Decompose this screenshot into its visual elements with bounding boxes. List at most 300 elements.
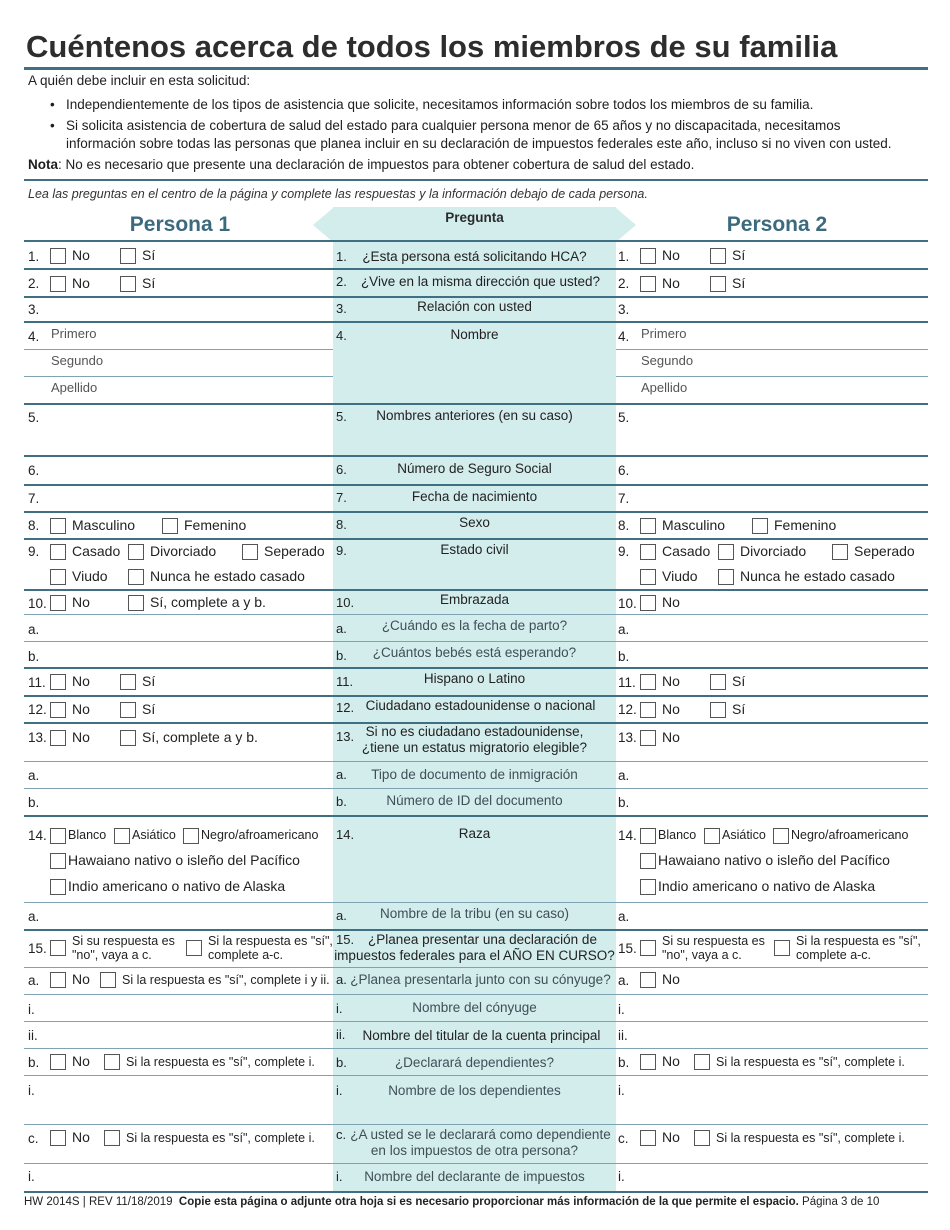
p2-q11-yes-label: Sí [732,673,746,689]
p2-q15c-no-label: No [662,1129,680,1145]
row-divider [24,349,333,350]
row-divider [616,929,928,931]
row-divider [24,1075,333,1076]
p1-q13-yes-checkbox[interactable] [120,730,136,746]
p1-white-label: Blanco [68,828,107,842]
row-number: 4. [618,329,630,344]
question-number: 1. [336,249,347,264]
row-number: 14. [28,828,47,843]
row-divider [333,641,616,642]
row-divider [616,511,928,513]
row-divider [333,1021,616,1022]
question-number: 4. [336,328,347,343]
p1-male-checkbox[interactable] [50,518,66,534]
question-7: Fecha de nacimiento [411,489,538,504]
question-number: i. [336,1169,343,1184]
question-number: a. [336,767,347,782]
question-number: 2. [336,274,347,289]
p2-q12-no-checkbox[interactable] [640,702,656,718]
p1-white-checkbox[interactable] [50,828,66,844]
p1-q2-yes-label: Sí [142,275,156,291]
p1-q12-no-checkbox[interactable] [50,702,66,718]
row-number: 15. [28,941,47,956]
p1-q15-yes-label-line2: complete a-c. [208,948,284,962]
form-id: HW 2014S | REV 11/18/2019 [24,1196,173,1208]
p1-divorced-label: Divorciado [150,543,217,559]
p2-q15-no-checkbox[interactable] [640,940,656,956]
p1-q15a-yes-checkbox[interactable] [100,972,116,988]
row-divider [24,484,333,486]
row-divider [616,1124,928,1125]
row-divider [24,695,333,697]
bullet-item: • Independientemente de los tipos de asistencia que solicite, necesitamos información sobre todos los miembros de su familia. [50,97,814,112]
row-divider [24,403,333,405]
p2-q15c-no-checkbox[interactable] [640,1130,656,1146]
row-divider [24,929,333,931]
p2-male-label: Masculino [662,517,726,533]
bullet-item-continuation: información sobre todas las personas que planea incluir en su declaración de impuestos federales este año, incluso si no viven con usted. [66,136,892,151]
row-number: 8. [28,518,40,533]
intro-bullets [50,96,936,156]
row-divider [333,1163,616,1164]
p1-q1-yes-checkbox[interactable] [120,248,136,264]
row-divider [24,815,333,817]
footer [24,1196,928,1208]
p1-q15-no-label-line2: "no", vaya a c. [72,948,152,962]
p1-q11-yes-checkbox[interactable] [120,674,136,690]
row-divider [24,761,333,762]
row-number: 9. [618,544,630,559]
row-number: 7. [28,491,40,506]
row-divider [616,349,928,350]
row-divider [333,815,616,817]
instructions: Lea las preguntas en el centro de la página y complete las respuestas y la información debajo de cada persona. [28,187,648,201]
page-title: Cuéntenos acerca de todos los miembros de su familia [26,29,838,64]
row-divider [616,761,928,762]
row-number: 12. [28,702,47,717]
question-4: Nombre [450,327,499,342]
p1-q2-yes-checkbox[interactable] [120,276,136,292]
p1-q15a-yes-label: Si la respuesta es "sí", complete i y ii. [122,973,330,987]
row-divider [616,240,928,242]
p1-q13-no-checkbox[interactable] [50,730,66,746]
p2-last-name-label: Apellido [641,380,688,395]
question-number: i. [336,1001,343,1016]
p1-native-american-checkbox[interactable] [50,879,66,895]
p1-q1-no-label: No [72,247,90,263]
p1-q10-no-label: No [72,594,90,610]
row-letter: i. [618,1169,625,1184]
row-divider [616,994,928,995]
p2-q1-yes-checkbox[interactable] [710,248,726,264]
p2-married-label: Casado [662,543,711,559]
row-divider [24,538,333,540]
p1-asian-checkbox[interactable] [114,828,130,844]
p1-female-label: Femenino [184,517,247,533]
question-13-line1: Si no es ciudadano estadounidense, [365,724,584,739]
row-number: 5. [618,410,630,425]
p1-black-checkbox[interactable] [183,828,199,844]
question-number: 14. [336,827,355,842]
p1-never-married-label: Nunca he estado casado [150,568,305,584]
p1-q10-no-checkbox[interactable] [50,595,66,611]
p2-never-married-checkbox[interactable] [718,569,734,585]
row-divider [616,403,928,405]
row-letter: c. [618,1131,629,1146]
p2-q2-no-label: No [662,275,680,291]
question-number: ii. [336,1027,346,1042]
p2-q12-yes-checkbox[interactable] [710,702,726,718]
p2-q2-yes-checkbox[interactable] [710,276,726,292]
row-divider [616,1075,928,1076]
p1-middle-name-label: Segundo [51,353,104,368]
question-15a-i: Nombre del cónyuge [412,1000,537,1015]
p2-male-checkbox[interactable] [640,518,656,534]
p2-q15b-no-label: No [662,1053,680,1069]
p1-divorced-checkbox[interactable] [128,544,144,560]
row-letter: a. [618,768,630,783]
p1-female-checkbox[interactable] [162,518,178,534]
question-number: b. [336,794,347,809]
question-14: Raza [458,826,491,841]
p2-q15-no-label-line1: Si su respuesta es [662,934,765,948]
p2-q15a-no-checkbox[interactable] [640,972,656,988]
p1-q12-no-label: No [72,701,90,717]
row-divider [24,1163,333,1164]
row-divider [616,268,928,270]
row-divider [24,268,333,270]
p2-divorced-label: Divorciado [740,543,807,559]
p2-black-label: Negro/afroamericano [791,828,909,842]
row-divider [24,240,333,242]
row-divider [333,614,616,615]
p2-q13-no-label: No [662,729,680,745]
row-number: 2. [28,276,40,291]
row-divider [24,667,333,669]
question-number: 11. [336,674,354,689]
p2-q15-yes-checkbox[interactable] [774,940,790,956]
question-number: 13. [336,729,355,744]
p2-native-american-label: Indio americano o nativo de Alaska [658,878,876,894]
person2-header: Persona 2 [726,213,828,236]
question-13a: Tipo de documento de inmigración [371,767,578,782]
question-10a: ¿Cuándo es la fecha de parto? [381,618,568,633]
row-divider [333,455,616,457]
row-divider [616,641,928,642]
question-number: 8. [336,517,347,532]
p2-q2-no-checkbox[interactable] [640,276,656,292]
p2-native-american-checkbox[interactable] [640,879,656,895]
p1-q15-no-label-line1: Si su respuesta es [72,934,175,948]
row-divider [616,695,928,697]
row-number: 13. [28,730,47,745]
p1-never-married-checkbox[interactable] [128,569,144,585]
row-number: 1. [28,249,40,264]
p1-native-american-label: Indio americano o nativo de Alaska [68,878,286,894]
row-divider [24,967,333,968]
row-number: 11. [28,675,46,690]
p2-black-checkbox[interactable] [773,828,789,844]
p2-q1-no-label: No [662,247,680,263]
p1-separated-checkbox[interactable] [242,544,258,560]
p2-q15b-yes-label: Si la respuesta es "sí", complete i. [716,1055,905,1069]
row-divider [24,994,333,995]
p2-separated-label: Seperado [854,543,915,559]
p2-q12-no-label: No [662,701,680,717]
row-divider [616,967,928,968]
p2-q10-no-checkbox[interactable] [640,595,656,611]
row-number: 13. [618,730,637,745]
p2-q11-no-label: No [662,673,680,689]
row-letter: a. [28,909,40,924]
p1-q15-no-checkbox[interactable] [50,940,66,956]
question-5: Nombres anteriores (en su caso) [376,408,573,423]
p1-q15c-yes-checkbox[interactable] [104,1130,120,1146]
question-13b: Número de ID del documento [386,793,563,808]
p1-widowed-label: Viudo [72,568,108,584]
question-number: b. [336,1055,347,1070]
row-divider [333,511,616,513]
row-letter: a. [28,622,40,637]
row-letter: a. [28,768,40,783]
p1-q15c-yes-label: Si la respuesta es "sí", complete i. [126,1131,315,1145]
bullet-item: • Si solicita asistencia de cobertura de salud del estado para cualquier persona menor de 65 años y no discapacitada, necesitamos [50,118,841,133]
p2-white-checkbox[interactable] [640,828,656,844]
question-number: 15. [336,932,355,947]
p1-first-name-label: Primero [51,326,97,341]
note: Nota: No es necesario que presente una declaración de impuestos para obtener cobertura de salud del estado. [28,157,695,172]
p1-q15c-no-checkbox[interactable] [50,1130,66,1146]
p1-q15b-yes-label: Si la respuesta es "sí", complete i. [126,1055,315,1069]
row-divider [333,902,616,903]
row-number: 14. [618,828,637,843]
row-divider [333,695,616,697]
row-divider [616,902,928,903]
row-number: 6. [618,463,630,478]
p1-widowed-checkbox[interactable] [50,569,66,585]
row-divider [616,722,928,724]
question-2: ¿Vive en la misma dirección que usted? [360,274,601,289]
question-1: ¿Esta persona está solicitando HCA? [362,249,587,264]
question-6: Número de Seguro Social [397,461,552,476]
row-divider [616,538,928,540]
row-divider [333,321,616,323]
row-letter: i. [28,1002,35,1017]
row-number: 6. [28,463,40,478]
p1-q13-no-label: No [72,729,90,745]
row-divider [24,788,333,789]
row-divider [333,967,616,968]
p1-q15c-no-label: No [72,1129,90,1145]
row-divider [333,994,616,995]
intro-text: A quién debe incluir en esta solicitud: [28,73,251,88]
row-divider [616,1163,928,1164]
question-13-line2: ¿tiene un estatus migratorio elegible? [361,740,588,755]
p2-white-label: Blanco [658,828,697,842]
question-15c-i: Nombre del declarante de impuestos [364,1169,585,1184]
row-divider [333,403,616,405]
row-number: 9. [28,544,40,559]
row-divider [24,321,333,323]
row-letter: i. [28,1169,35,1184]
row-divider [333,761,616,762]
p1-hawaiian-label: Hawaiano nativo o isleño del Pacífico [68,852,300,868]
p2-asian-checkbox[interactable] [704,828,720,844]
row-letter: a. [618,909,630,924]
p1-q15b-no-checkbox[interactable] [50,1054,66,1070]
p1-male-label: Masculino [72,517,136,533]
p2-married-checkbox[interactable] [640,544,656,560]
p2-q15c-yes-label: Si la respuesta es "sí", complete i. [716,1131,905,1145]
p1-q11-yes-label: Sí [142,673,156,689]
p2-hawaiian-checkbox[interactable] [640,853,656,869]
p1-last-name-label: Apellido [51,380,98,395]
row-divider [24,1048,333,1049]
p2-female-checkbox[interactable] [752,518,768,534]
p2-widowed-checkbox[interactable] [640,569,656,585]
question-number: b. [336,648,347,663]
row-letter: b. [618,1055,630,1070]
question-3: Relación con usted [417,299,532,314]
p2-q1-no-checkbox[interactable] [640,248,656,264]
row-number: 12. [618,702,637,717]
question-number: i. [336,1083,343,1098]
question-10b: ¿Cuántos bebés está esperando? [372,645,577,660]
p1-married-checkbox[interactable] [50,544,66,560]
question-15c-line1: ¿A usted se le declarará como dependiente [350,1127,611,1142]
p1-q11-no-label: No [72,673,90,689]
p1-q10-yes-checkbox[interactable] [128,595,144,611]
row-divider [616,667,928,669]
p2-q15b-yes-checkbox[interactable] [694,1054,710,1070]
row-divider [616,296,928,298]
p1-q2-no-checkbox[interactable] [50,276,66,292]
row-number: 3. [28,302,40,317]
row-divider [616,815,928,817]
p2-q2-yes-label: Sí [732,275,746,291]
question-header: Pregunta [445,210,504,225]
row-number: 10. [618,596,637,611]
p1-q12-yes-checkbox[interactable] [120,702,136,718]
row-divider [24,511,333,513]
row-divider [616,788,928,789]
row-divider [616,321,928,323]
p1-asian-label: Asiático [132,828,176,842]
question-15-line2: impuestos federales para el AÑO EN CURSO? [334,948,615,963]
p1-q15b-no-label: No [72,1053,90,1069]
p1-q15-yes-label-line1: Si la respuesta es "sí", [208,934,333,948]
row-divider [333,929,616,931]
row-divider [24,1021,333,1022]
question-number: c. [336,1127,347,1142]
row-letter: b. [28,649,40,664]
p2-q11-no-checkbox[interactable] [640,674,656,690]
row-letter: c. [28,1131,39,1146]
row-divider [24,296,333,298]
p2-q15-no-label-line2: "no", vaya a c. [662,948,742,962]
p2-q15c-yes-checkbox[interactable] [694,1130,710,1146]
p2-q15b-no-checkbox[interactable] [640,1054,656,1070]
row-number: 5. [28,410,40,425]
row-divider [616,455,928,457]
p2-separated-checkbox[interactable] [832,544,848,560]
row-number: 3. [618,302,630,317]
p2-first-name-label: Primero [641,326,687,341]
row-divider [333,268,616,270]
p2-q15-yes-label-line2: complete a-c. [796,948,872,962]
question-number: a. [336,908,347,923]
question-number: 7. [336,490,347,505]
row-number: 11. [618,675,636,690]
p2-q15-yes-label-line1: Si la respuesta es "sí", [796,934,921,948]
question-number: 9. [336,543,347,558]
p2-middle-name-label: Segundo [641,353,694,368]
row-divider [24,376,333,377]
question-number: 5. [336,409,347,424]
row-number: 7. [618,491,630,506]
row-divider [24,455,333,457]
question-12: Ciudadano estadounidense o nacional [365,698,596,713]
p2-widowed-label: Viudo [662,568,698,584]
row-divider [616,1048,928,1049]
p2-asian-label: Asiático [722,828,766,842]
question-9: Estado civil [440,542,509,557]
p1-q10-yes-label: Sí, complete a y b. [150,594,266,610]
p1-q13-yes-label: Sí, complete a y b. [142,729,258,745]
question-10: Embrazada [439,592,510,607]
p2-divorced-checkbox[interactable] [718,544,734,560]
p2-female-label: Femenino [774,517,837,533]
p2-q11-yes-checkbox[interactable] [710,674,726,690]
row-divider [616,484,928,486]
p1-q15b-yes-checkbox[interactable] [104,1054,120,1070]
p1-separated-label: Seperado [264,543,325,559]
question-number: 10. [336,595,355,610]
question-number: a. [336,621,347,636]
p1-q12-yes-label: Sí [142,701,156,717]
question-number: 12. [336,700,355,715]
question-15-line1: ¿Planea presentar una declaración de [368,932,597,947]
row-divider [24,614,333,615]
p1-q1-no-checkbox[interactable] [50,248,66,264]
row-divider [333,538,616,540]
p2-q13-no-checkbox[interactable] [640,730,656,746]
copy-note: Copie esta página o adjunte otra hoja si es necesario proporcionar más información de la que permite el espacio. [178,1196,799,1208]
question-number: 6. [336,462,347,477]
p1-married-label: Casado [72,543,121,559]
p1-hawaiian-checkbox[interactable] [50,853,66,869]
question-15b-i: Nombre de los dependientes [388,1083,561,1098]
p1-q15a-no-checkbox[interactable] [50,972,66,988]
row-number: 15. [618,941,637,956]
p1-q11-no-checkbox[interactable] [50,674,66,690]
row-divider [333,484,616,486]
row-divider [333,240,616,242]
intro-rule [24,179,928,181]
row-letter: b. [28,795,40,810]
question-15b: ¿Declarará dependientes? [394,1055,555,1070]
p1-q15-yes-checkbox[interactable] [186,940,202,956]
row-letter: ii. [28,1028,38,1043]
row-letter: i. [28,1083,35,1098]
row-divider [24,722,333,724]
row-number: 1. [618,249,630,264]
page-number: Página 3 de 10 [802,1196,880,1208]
p2-hawaiian-label: Hawaiano nativo o isleño del Pacífico [658,852,890,868]
row-divider [616,614,928,615]
row-letter: i. [618,1083,625,1098]
row-number: 10. [28,596,47,611]
